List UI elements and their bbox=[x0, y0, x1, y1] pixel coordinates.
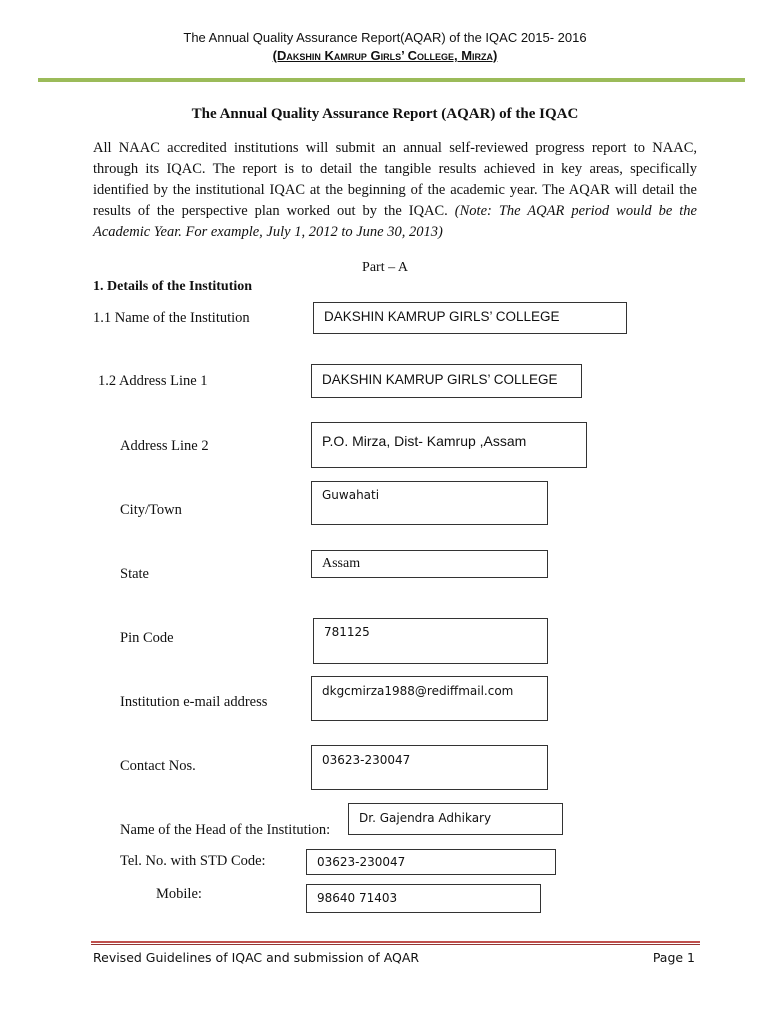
name-field[interactable]: DAKSHIN KAMRUP GIRLS’ COLLEGE bbox=[313, 302, 627, 334]
pin-code-label: Pin Code bbox=[120, 630, 174, 646]
footer-text: Revised Guidelines of IQAC and submission of AQAR bbox=[93, 950, 420, 965]
document-title: The Annual Quality Assurance Report (AQAR) of the IQAC bbox=[191, 106, 579, 122]
email-label: Institution e-mail address bbox=[120, 694, 268, 710]
name-label: 1.1 Name of the Institution bbox=[93, 310, 250, 326]
address-line2-field[interactable]: P.O. Mirza, Dist- Kamrup ,Assam bbox=[311, 422, 587, 468]
mobile-label: Mobile: bbox=[156, 886, 202, 902]
page-number: Page 1 bbox=[652, 950, 695, 965]
head-field[interactable]: Dr. Gajendra Adhikary bbox=[348, 803, 563, 835]
section-heading: 1. Details of the Institution bbox=[93, 279, 253, 294]
running-header-title: The Annual Quality Assurance Report(AQAR) of the IQAC 2015- 2016 bbox=[183, 30, 587, 45]
email-field[interactable]: dkgcmirza1988@rediffmail.com bbox=[311, 676, 548, 721]
intro-paragraph bbox=[93, 138, 697, 243]
address-line2-label: Address Line 2 bbox=[120, 438, 209, 454]
footer-divider bbox=[91, 941, 700, 943]
intro-note: (Note: The AQAR period would be the Academic Year. For example, July 1, 2012 to June 30, 2013) bbox=[93, 203, 697, 240]
tel-field[interactable]: 03623-230047 bbox=[306, 849, 556, 875]
address-line1-field[interactable]: DAKSHIN KAMRUP GIRLS’ COLLEGE bbox=[311, 364, 582, 398]
contact-label: Contact Nos. bbox=[120, 758, 196, 774]
head-label: Name of the Head of the Institution: bbox=[120, 822, 331, 838]
header-divider bbox=[38, 78, 745, 82]
part-heading: Part – A bbox=[362, 260, 408, 275]
intro-text: All NAAC accredited institutions will submit an annual self-reviewed progress report to NAAC, through its IQAC. The report is to detail the tangible results achieved in key areas, specifically identified by the institutional IQAC at the beginning of the academic year. The AQAR will detail the results of the perspective plan worked out by the IQAC. bbox=[93, 140, 697, 219]
state-label: State bbox=[120, 566, 149, 582]
state-field[interactable]: Assam bbox=[311, 550, 548, 578]
footer-divider-thin bbox=[91, 944, 700, 945]
city-field[interactable]: Guwahati bbox=[311, 481, 548, 525]
address-line1-label: 1.2 Address Line 1 bbox=[98, 373, 208, 389]
running-header-college: (Dakshin Kamrup Girls’ College, Mirza) bbox=[272, 48, 498, 63]
mobile-field[interactable]: 98640 71403 bbox=[306, 884, 541, 913]
city-label: City/Town bbox=[120, 502, 182, 518]
pin-code-field[interactable]: 781125 bbox=[313, 618, 548, 664]
tel-label: Tel. No. with STD Code: bbox=[120, 853, 266, 869]
contact-field[interactable]: 03623-230047 bbox=[311, 745, 548, 790]
